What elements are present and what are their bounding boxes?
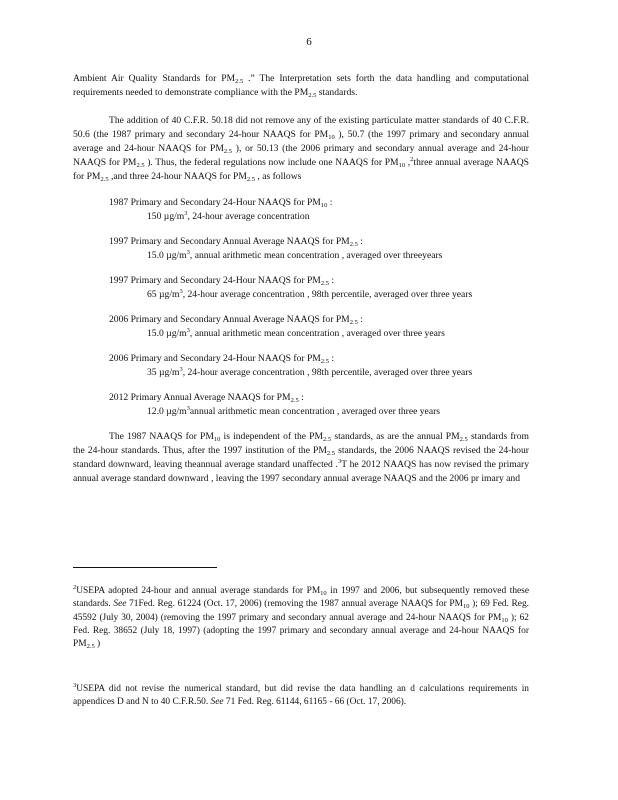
intro-text-b: .” The Interpretation sets forth the data handling and computational requirements needed to demonstrate compliance with the PM <box>73 73 529 98</box>
standard-tail: : <box>327 197 333 208</box>
p3-s2: 2.5 <box>323 436 332 443</box>
fn2-t5: ); 62 Fed. Reg. 38652 (July 18, 1997) (adopting the 1997 primary and secondary annual average and 24-hour NAAQS for PM <box>73 612 529 650</box>
fn2-t4: ); 69 Fed. Reg. 45592 (July 30, 2004) (removing the 1997 primary and secondary annual average and 24-hour NAAQS for PM <box>73 599 529 623</box>
fn2-s4: 2.5 <box>86 643 95 651</box>
standard-value: 150 µg/m <box>147 211 185 222</box>
standard-value-post: , 24-hour average concentration , 98th percentile, averaged over three years <box>182 367 473 378</box>
standard-tail: : <box>328 353 335 364</box>
fn2-s2: 10 <box>462 603 470 611</box>
see-signal: See <box>210 697 224 708</box>
standard-sub: 2.5 <box>320 358 329 365</box>
p2-s4: 10 <box>398 162 406 169</box>
p2-s1: 10 <box>328 134 335 141</box>
p2-t5: three annual average NAAQS for PM <box>73 157 530 182</box>
standard-value: 15.0 µg/m <box>147 328 187 339</box>
p3-t4: standards from the 24-hour standards. Thus, after the 1997 institution of the PM <box>73 431 529 456</box>
standard-sup: 3 <box>186 249 190 256</box>
standard-item <box>109 391 529 419</box>
intro-sub-b: 2.5 <box>308 92 317 99</box>
standard-item <box>109 352 529 380</box>
standard-sub: 2.5 <box>290 397 299 404</box>
standard-tail: : <box>298 392 304 403</box>
standard-value: 12.0 µg/m <box>147 406 187 417</box>
standard-heading: 1997 Primary and Secondary 24-Hour NAAQS for PM <box>109 275 321 286</box>
standard-sup: 3 <box>186 405 190 412</box>
footnote-3 <box>73 683 529 710</box>
intro-text-c: standards. <box>316 87 358 98</box>
p2-t6: ,and three 24-hour NAAQS for PM <box>108 171 247 182</box>
standard-value-post: , 24-hour average concentration <box>187 211 310 222</box>
footnote-ref-2[interactable]: 2 <box>410 156 414 163</box>
intro-sub-a: 2.5 <box>235 78 244 85</box>
p2-s6: 2.5 <box>246 176 255 183</box>
standard-value-post: annual arithmetic mean concentration , averaged over three years <box>189 406 441 417</box>
body-text <box>73 72 529 486</box>
standard-tail: : <box>357 236 363 247</box>
p2-s5: 2.5 <box>100 176 109 183</box>
standards-paragraph: The addition of 40 C.F.R. 50.18 did not remove any of the existing particulate matter standards of 40 C.F.R. 50.6 (the 1987 primary and secondary 24-hour NAAQS for $PM_{10}$ ), 50.7 (the 1997 primary and secondary annual average and 24-hour NAAQS for $PM_{2.5}$ ), or 50.13 (the 2006 primary and secondary annual average and 24-hour NAAQS for $PM_{2.5}$ ). Thus, the federal regulations now include one NAAQS for $PM_{10}$ ,$^2$three annual average NAAQS for $PM_{2.5}$ ,and three 24-hour NAAQS for $PM_{2.5}$ , as follows <box>73 115 530 183</box>
standard-item <box>109 235 529 263</box>
standard-heading: 2006 Primary and Secondary 24-Hour NAAQS for PM <box>109 353 321 364</box>
p3-t2: is independent of the PM <box>220 431 324 442</box>
standards-list <box>73 196 529 419</box>
standard-item <box>109 274 529 302</box>
p2-s3: 2.5 <box>136 162 145 169</box>
standard-tail: : <box>328 275 335 286</box>
fn3-t1: USEPA did not revise the numerical standard, but did revise the data handling an d calculations requirements in appendices D and N to 40 C.F.R.50. <box>73 684 529 708</box>
p2-t1: The addition of 40 C.F.R. 50.18 did not remove any of the existing particulate matter standards of 40 C.F.R. 50.6 (the 1987 primary and secondary 24-hour NAAQS for PM <box>73 115 529 140</box>
fn2-s3: 10 <box>501 616 508 624</box>
standard-item <box>109 313 529 341</box>
see-signal: See <box>113 599 127 610</box>
p3-s3: 2.5 <box>459 436 468 443</box>
standard-sup: 3 <box>179 288 183 295</box>
standard-heading: 2012 Primary Annual Average NAAQS for PM <box>109 392 291 403</box>
standard-tail: : <box>357 314 363 325</box>
p2-t2: ), 50.7 (the 1997 primary and secondary annual average and 24-hour NAAQS for PM <box>73 129 529 154</box>
fn2-t6: ) <box>94 639 101 650</box>
standard-heading: 1997 Primary and Secondary Annual Average NAAQS for PM <box>109 236 350 247</box>
p3-s1: 10 <box>213 436 221 443</box>
independence-paragraph <box>73 430 529 486</box>
standard-sup: 3 <box>179 366 183 373</box>
fn2-t1: USEPA adopted 24-hour and annual average standards for PM <box>76 586 321 596</box>
footnote-mark: 2 <box>73 584 77 591</box>
footnote-mark: 3 <box>73 682 77 689</box>
standard-value: 15.0 µg/m <box>147 250 187 261</box>
page-number: 6 <box>306 36 312 48</box>
p3-t1: The 1987 NAAQS for PM <box>109 431 214 442</box>
standard-value-post: , 24-hour average concentration , 98th percentile, averaged over three years <box>182 289 473 300</box>
fn2-t3: 71Fed. Reg. 61224 (Oct. 17, 2006) (removing the 1987 annual average NAAQS for PM <box>126 599 463 610</box>
p3-s4: 2.5 <box>326 450 336 457</box>
intro-text-a: Ambient Air Quality Standards for PM <box>73 73 236 84</box>
standard-sup: 3 <box>186 327 190 334</box>
standard-value-post: , annual arithmetic mean concentration , averaged over threeyears <box>189 250 443 261</box>
intro-paragraph <box>73 72 529 100</box>
p2-t4: ). Thus, the federal regulations now include one NAAQS for PM <box>144 157 399 168</box>
standard-heading: 2006 Primary and Secondary Annual Average NAAQS for PM <box>109 314 350 325</box>
p3-t3: standards, as are the annual PM <box>331 431 460 442</box>
standard-sub: 2.5 <box>320 280 329 287</box>
standard-value: 35 µg/m <box>147 367 180 378</box>
footnote-divider <box>73 567 217 568</box>
standard-heading: 1987 Primary and Secondary 24-Hour NAAQS for PM <box>109 197 321 208</box>
fn2-t2: in 1997 and 2006, but subsequently removed these standards. <box>73 586 529 610</box>
fn3-t2: 71 Fed. Reg. 61144, 61165 - 66 (Oct. 17, 2006). <box>223 697 407 708</box>
footnote-ref-3[interactable]: 3 <box>337 458 342 465</box>
standard-value-post: , annual arithmetic mean concentration , averaged over three years <box>189 328 445 339</box>
standard-item <box>109 196 529 224</box>
footnote-2 <box>73 585 529 651</box>
fn2-s1: 10 <box>320 590 327 597</box>
p3-t6: T he 2012 NAAQS has now revised the primary annual average standard downward , leaving the 1997 secondary annual average NAAQS and the 2006 pr imary and <box>73 459 529 484</box>
standard-value: 65 µg/m <box>147 289 180 300</box>
p2-t7: , as follows <box>255 171 302 182</box>
standard-sub: 2.5 <box>349 241 358 248</box>
p2-t3: ), or 50.13 (the 2006 primary and secondary annual average and 24-hour NAAQS for PM <box>73 143 529 168</box>
p3-t5: standards, the 2006 NAAQS revised the 24-hour standard downward, leaving theannual average standard unaffected . <box>73 445 529 470</box>
standard-sup: 3 <box>184 210 188 217</box>
standard-sub: 2.5 <box>349 319 358 326</box>
p2-s2: 2.5 <box>223 148 233 155</box>
standard-sub: 10 <box>320 202 328 209</box>
